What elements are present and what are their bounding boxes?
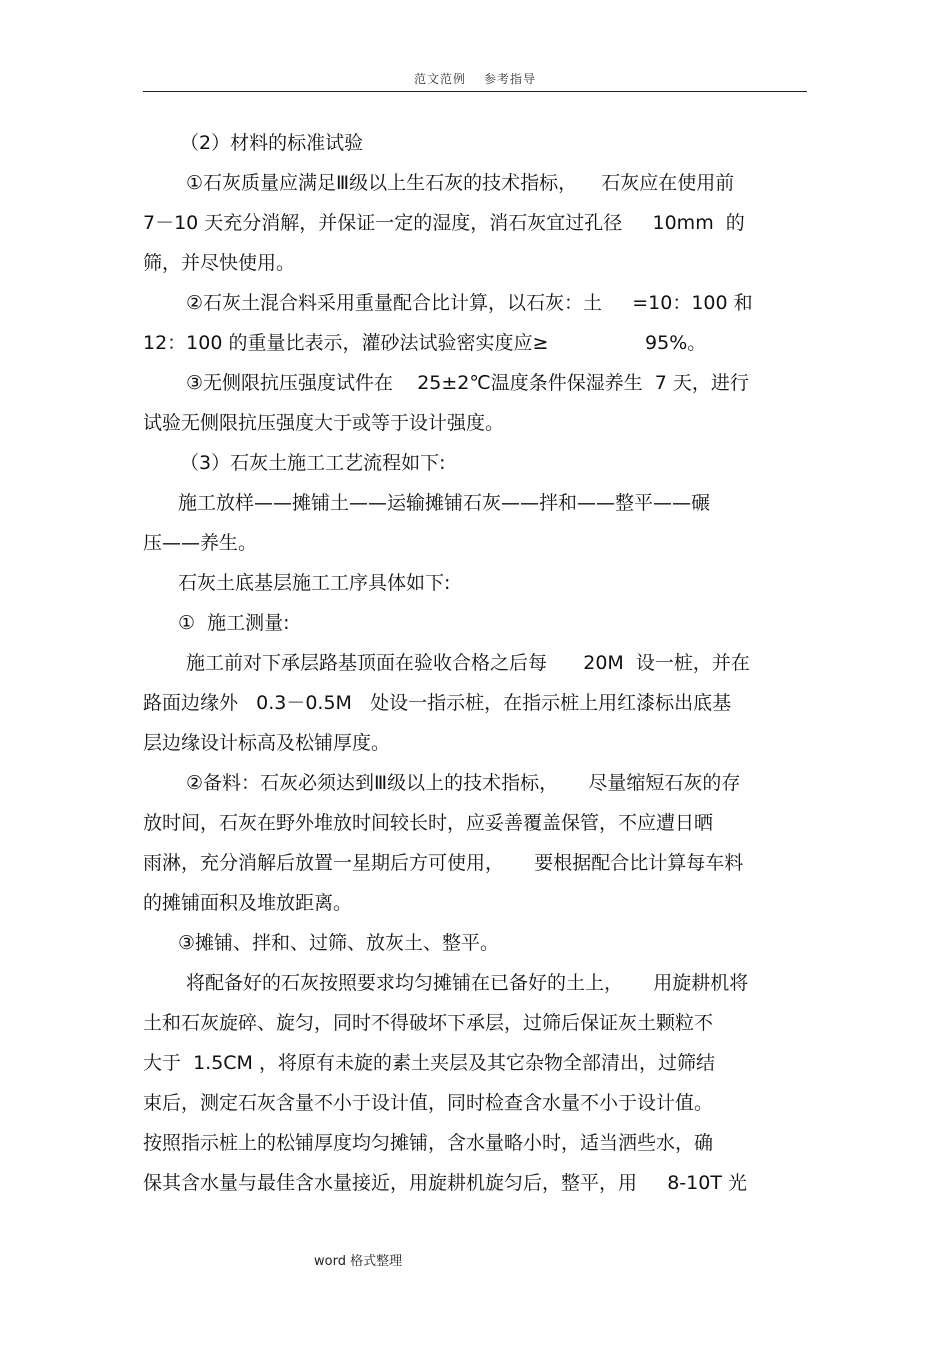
body-line: 试验无侧限抗压强度大于或等于设计强度。	[143, 412, 505, 434]
body-line: ① 施工测量:	[178, 612, 290, 634]
body-line: 筛，并尽快使用。	[143, 252, 296, 274]
body-line: 路面边缘外 0.3－0.5M 处设一指示桩，在指示桩上用红漆标出底基	[143, 692, 732, 714]
body-line: 保其含水量与最佳含水量接近，用旋耕机旋匀后，整平，用 8-10T 光	[143, 1172, 747, 1194]
header-right-text: 参考指导	[484, 72, 537, 86]
body-line: ③无侧限抗压强度试件在 25±2℃温度条件保湿养生 7 天，进行	[186, 372, 749, 394]
body-line: 土和石灰旋碎、旋匀，同时不得破坏下承层，过筛后保证灰土颗粒不	[143, 1012, 714, 1034]
body-line: 施工放样——摊铺土——运输摊铺石灰——拌和——整平——碾	[178, 492, 711, 514]
body-line: ②备料：石灰必须达到Ⅲ级以上的技术指标， 尽量缩短石灰的存	[186, 772, 741, 794]
body-line: 石灰土底基层施工工序具体如下:	[178, 572, 451, 594]
body-line: 放时间，石灰在野外堆放时间较长时，应妥善覆盖保管，不应遭日晒	[143, 812, 714, 834]
body-line: ②石灰土混合料采用重量配合比计算，以石灰：土 =10：100 和	[186, 292, 753, 314]
page-header	[0, 70, 950, 87]
header-left-text: 范文范例	[413, 72, 466, 86]
body-line: 7－10 天充分消解，并保证一定的湿度，消石灰宜过孔径 10mm 的	[143, 212, 745, 234]
body-line: 大于 1.5CM ，将原有未旋的素土夹层及其它杂物全部清出，过筛结	[143, 1052, 715, 1074]
body-line: （2）材料的标准试验	[180, 132, 364, 154]
body-line: 压——养生。	[143, 532, 258, 554]
body-line: 将配备好的石灰按照要求均匀摊铺在已备好的土上， 用旋耕机将	[186, 972, 749, 994]
body-line: 束后，测定石灰含量不小于设计值，同时检查含水量不小于设计值。	[143, 1092, 714, 1114]
body-line: 的摊铺面积及堆放距离。	[143, 892, 353, 914]
body-line: ③摊铺、拌和、过筛、放灰土、整平。	[178, 932, 500, 954]
body-line: 12：100 的重量比表示，灌砂法试验密实度应≥ 95%。	[143, 332, 707, 354]
body-line: 按照指示桩上的松铺厚度均匀摊铺，含水量略小时，适当洒些水，确	[143, 1132, 714, 1154]
body-line: 施工前对下承层路基顶面在验收合格之后每 20M 设一桩，并在	[186, 652, 750, 674]
body-line: ①石灰质量应满足Ⅲ级以上生石灰的技术指标， 石灰应在使用前	[186, 172, 735, 194]
body-line: 雨淋，充分消解后放置一星期后方可使用， 要根据配合比计算每车料	[143, 852, 744, 874]
body-line: （3）石灰土施工工艺流程如下:	[180, 452, 446, 474]
page-footer: word 格式整理	[314, 1254, 403, 1269]
header-rule	[143, 91, 807, 92]
body-line: 层边缘设计标高及松铺厚度。	[143, 732, 391, 754]
